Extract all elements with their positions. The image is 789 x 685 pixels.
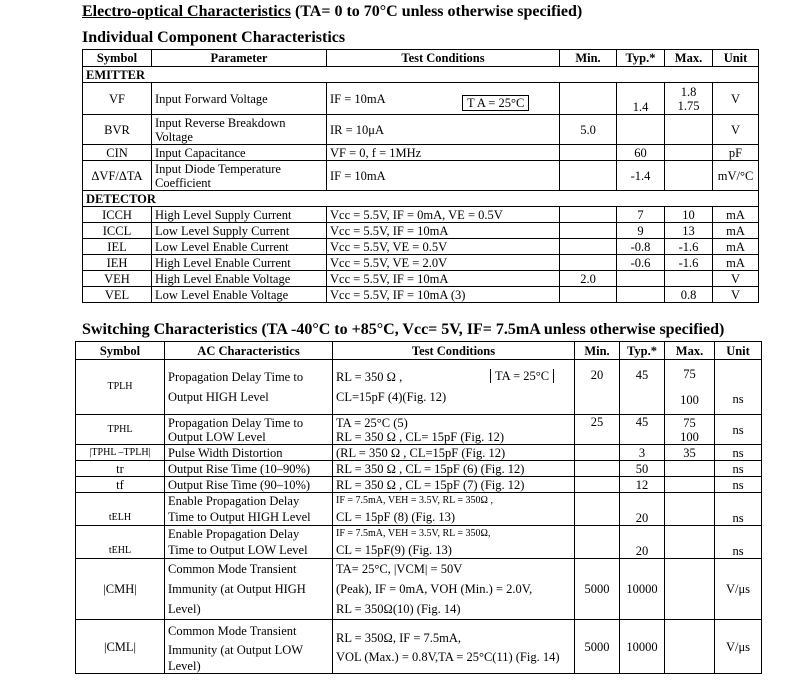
table-cell: Enable Propagation Delay Time to Output LOW Level	[165, 526, 333, 559]
table-cell	[575, 477, 620, 493]
table-cell: Enable Propagation Delay Time to Output HIGH Level	[165, 493, 333, 526]
table-cell: TA= 25°C, |VCM| = 50V (Peak), IF = 0mA, VOH (Min.) = 2.0V, RL = 350Ω(10) (Fig. 14)	[333, 559, 575, 620]
table-cell	[560, 161, 617, 191]
table-cell: Max.	[665, 342, 715, 360]
table-row	[83, 255, 759, 271]
table-cell: IF = 10mA T A = 25°C	[327, 83, 560, 115]
table-cell: ns	[715, 445, 762, 461]
table-cell	[560, 207, 617, 223]
table-cell: IF = 7.5mA, VEH = 3.5V, RL = 350Ω, CL = 15pF(9) (Fig. 13)	[333, 526, 575, 559]
table-header-row	[76, 342, 762, 360]
table-cell	[575, 461, 620, 477]
table-row	[83, 271, 759, 287]
table-cell: ΔVF/ΔTA	[83, 161, 152, 191]
table-cell: 20	[575, 360, 620, 415]
table-cell: ns	[715, 493, 762, 526]
table-row	[76, 360, 762, 415]
table-cell	[575, 493, 620, 526]
table-header-row	[83, 50, 759, 67]
table-cell: Input Forward Voltage	[152, 83, 327, 115]
table-cell	[665, 271, 713, 287]
table-cell: ns	[715, 360, 762, 415]
table-cell: tELH	[76, 493, 165, 526]
table-row	[83, 207, 759, 223]
table-cell: Typ.*	[620, 342, 665, 360]
table-row	[76, 415, 762, 445]
table-cell: 75 100	[665, 360, 715, 415]
table-cell: AC Characteristics	[165, 342, 333, 360]
table-cell: V	[713, 83, 759, 115]
table-cell	[560, 287, 617, 303]
table-cell: Symbol	[76, 342, 165, 360]
table-cell: Vcc = 5.5V, IF = 10mA (3)	[327, 287, 560, 303]
table-cell: High Level Supply Current	[152, 207, 327, 223]
table-cell: High Level Enable Voltage	[152, 271, 327, 287]
table-cell: 60	[617, 145, 665, 161]
table-cell	[665, 145, 713, 161]
table-cell: -0.8	[617, 239, 665, 255]
table-cell: Min.	[575, 342, 620, 360]
table-cell: 3	[620, 445, 665, 461]
table-cell: VEL	[83, 287, 152, 303]
table-cell: V	[713, 115, 759, 145]
table-cell	[560, 223, 617, 239]
table-cell: pF	[713, 145, 759, 161]
table-cell: Vcc = 5.5V, VE = 2.0V	[327, 255, 560, 271]
table-cell: mV/°C	[713, 161, 759, 191]
table-cell: V/μs	[715, 559, 762, 620]
table-row	[83, 239, 759, 255]
table-row	[83, 83, 759, 115]
table-cell: ns	[715, 415, 762, 445]
table-cell: |CMH|	[76, 559, 165, 620]
col-min: Min.	[560, 50, 617, 67]
table-cell: 35	[665, 445, 715, 461]
table-cell: 12	[620, 477, 665, 493]
table-row	[76, 559, 762, 620]
table-cell: Output Rise Time (10–90%)	[165, 461, 333, 477]
table-cell	[560, 83, 617, 115]
table-cell: 50	[620, 461, 665, 477]
table-cell: 7	[617, 207, 665, 223]
table-cell	[560, 255, 617, 271]
table-cell: Input Reverse Breakdown Voltage	[152, 115, 327, 145]
table-cell	[617, 287, 665, 303]
table-row	[76, 445, 762, 461]
col-symbol: Symbol	[83, 50, 152, 67]
table-cell	[575, 445, 620, 461]
table-cell	[665, 620, 715, 674]
table-cell: IEH	[83, 255, 152, 271]
table-cell: Low Level Enable Current	[152, 239, 327, 255]
col-max: Max.	[665, 50, 713, 67]
table-cell: ns	[715, 526, 762, 559]
table-cell: IF = 7.5mA, VEH = 3.5V, RL = 350Ω , CL = 15pF (8) (Fig. 13)	[333, 493, 575, 526]
table-cell: IF = 10mA	[327, 161, 560, 191]
table-cell: ICCL	[83, 223, 152, 239]
table-cell: Low Level Enable Voltage	[152, 287, 327, 303]
table-cell: V	[713, 271, 759, 287]
table-cell: tf	[76, 477, 165, 493]
table-cell: RL = 350Ω, IF = 7.5mA, VOL (Max.) = 0.8V,TA = 25°C(11) (Fig. 14)	[333, 620, 575, 674]
ta-condition-box: T A = 25°C	[462, 95, 529, 111]
table-row	[83, 67, 759, 83]
table-cell: CIN	[83, 145, 152, 161]
table-cell: Propagation Delay Time to Output LOW Level	[165, 415, 333, 445]
table-cell: Propagation Delay Time to Output HIGH Level	[165, 360, 333, 415]
table-cell: Low Level Supply Current	[152, 223, 327, 239]
table-cell: RL = 350 Ω , CL = 15pF (7) (Fig. 12)	[333, 477, 575, 493]
table-cell: tr	[76, 461, 165, 477]
table-cell: -1.6	[665, 239, 713, 255]
table-cell: RL = 350 Ω , CL = 15pF (6) (Fig. 12)	[333, 461, 575, 477]
table-cell: 10	[665, 207, 713, 223]
table-cell: VF	[83, 83, 152, 115]
switching-characteristics-table	[75, 341, 762, 674]
table-cell: tEHL	[76, 526, 165, 559]
table-cell: 10000	[620, 620, 665, 674]
table-row	[83, 223, 759, 239]
table-cell: High Level Enable Current	[152, 255, 327, 271]
table-cell: 20	[620, 526, 665, 559]
table-cell	[575, 526, 620, 559]
table-cell	[665, 526, 715, 559]
table-cell: VF = 0, f = 1MHz	[327, 145, 560, 161]
table-cell: -1.6	[665, 255, 713, 271]
page-title: Electro-optical Characteristics (TA= 0 to 70°C unless otherwise specified)	[82, 3, 583, 20]
table-row	[83, 191, 759, 207]
individual-characteristics-table	[82, 49, 759, 303]
table-cell: BVR	[83, 115, 152, 145]
table-cell: 1.4	[617, 83, 665, 115]
table-cell	[560, 145, 617, 161]
table-cell: Unit	[715, 342, 762, 360]
table-cell: ns	[715, 461, 762, 477]
table-cell: 13	[665, 223, 713, 239]
table-cell: V	[713, 287, 759, 303]
table-row	[83, 115, 759, 145]
table-cell: 75 100	[665, 415, 715, 445]
section-title-individual: Individual Component Characteristics	[82, 29, 346, 46]
table-cell: Vcc = 5.5V, IF = 10mA	[327, 223, 560, 239]
table-cell: 20	[620, 493, 665, 526]
table-cell	[617, 271, 665, 287]
table-cell: VEH	[83, 271, 152, 287]
table-cell: TPHL	[76, 415, 165, 445]
table-cell: 9	[617, 223, 665, 239]
table-cell: (RL = 350 Ω , CL=15pF (Fig. 12)	[333, 445, 575, 461]
col-unit: Unit	[713, 50, 759, 67]
table-cell: V/μs	[715, 620, 762, 674]
table-cell: -1.4	[617, 161, 665, 191]
table-cell: IR = 10μA	[327, 115, 560, 145]
table-cell	[665, 477, 715, 493]
table-row	[76, 461, 762, 477]
table-cell: 0.8	[665, 287, 713, 303]
table-cell: Vcc = 5.5V, IF = 10mA	[327, 271, 560, 287]
col-typ: Typ.*	[617, 50, 665, 67]
table-cell: 2.0	[560, 271, 617, 287]
table-cell: |TPHL –TPLH|	[76, 445, 165, 461]
table-cell	[617, 115, 665, 145]
table-row	[83, 145, 759, 161]
table-cell: ICCH	[83, 207, 152, 223]
table-cell: 5000	[575, 559, 620, 620]
table-cell: mA	[713, 239, 759, 255]
table-cell: Pulse Width Distortion	[165, 445, 333, 461]
table-cell: IEL	[83, 239, 152, 255]
table-cell: mA	[713, 255, 759, 271]
table-cell: Vcc = 5.5V, VE = 0.5V	[327, 239, 560, 255]
table-row	[83, 287, 759, 303]
table-cell: Common Mode Transient Immunity (at Output HIGH Level)	[165, 559, 333, 620]
table-cell	[665, 115, 713, 145]
table-cell	[665, 161, 713, 191]
table-row	[76, 493, 762, 526]
table-cell: Vcc = 5.5V, IF = 0mA, VE = 0.5V	[327, 207, 560, 223]
table-cell: 25	[575, 415, 620, 445]
col-parameter: Parameter	[152, 50, 327, 67]
table-row	[76, 526, 762, 559]
table-row	[76, 620, 762, 674]
table-cell: RL = 350 Ω , CL=15pF (4)(Fig. 12) TA = 25°C	[333, 360, 575, 415]
table-cell: 5000	[575, 620, 620, 674]
table-cell: Input Capacitance	[152, 145, 327, 161]
table-cell	[665, 461, 715, 477]
table-cell: |CML|	[76, 620, 165, 674]
table-cell: TPLH	[76, 360, 165, 415]
table-cell	[665, 493, 715, 526]
table-cell: 45	[620, 360, 665, 415]
table-cell: mA	[713, 207, 759, 223]
table-row	[83, 161, 759, 191]
detector-section-label: DETECTOR	[83, 191, 759, 207]
table-cell: -0.6	[617, 255, 665, 271]
table-cell: mA	[713, 223, 759, 239]
table-cell: Common Mode Transient Immunity (at Output LOW Level)	[165, 620, 333, 674]
table-cell	[560, 239, 617, 255]
table-cell: 45	[620, 415, 665, 445]
table-cell: Test Conditions	[333, 342, 575, 360]
table-cell: 1.8 1.75	[665, 83, 713, 115]
table-cell: ns	[715, 477, 762, 493]
emitter-section-label: EMITTER	[83, 67, 759, 83]
table-row	[76, 477, 762, 493]
table-cell: Output Rise Time (90–10%)	[165, 477, 333, 493]
table-cell: TA = 25°C (5) RL = 350 Ω , CL= 15pF (Fig. 12)	[333, 415, 575, 445]
table-cell: 5.0	[560, 115, 617, 145]
col-test-conditions: Test Conditions	[327, 50, 560, 67]
section-title-switching: Switching Characteristics (TA -40°C to +85°C, Vcc= 5V, IF= 7.5mA unless otherwise specified)	[82, 321, 725, 338]
table-cell: 10000	[620, 559, 665, 620]
table-cell	[665, 559, 715, 620]
table-cell: Input Diode Temperature Coefficient	[152, 161, 327, 191]
